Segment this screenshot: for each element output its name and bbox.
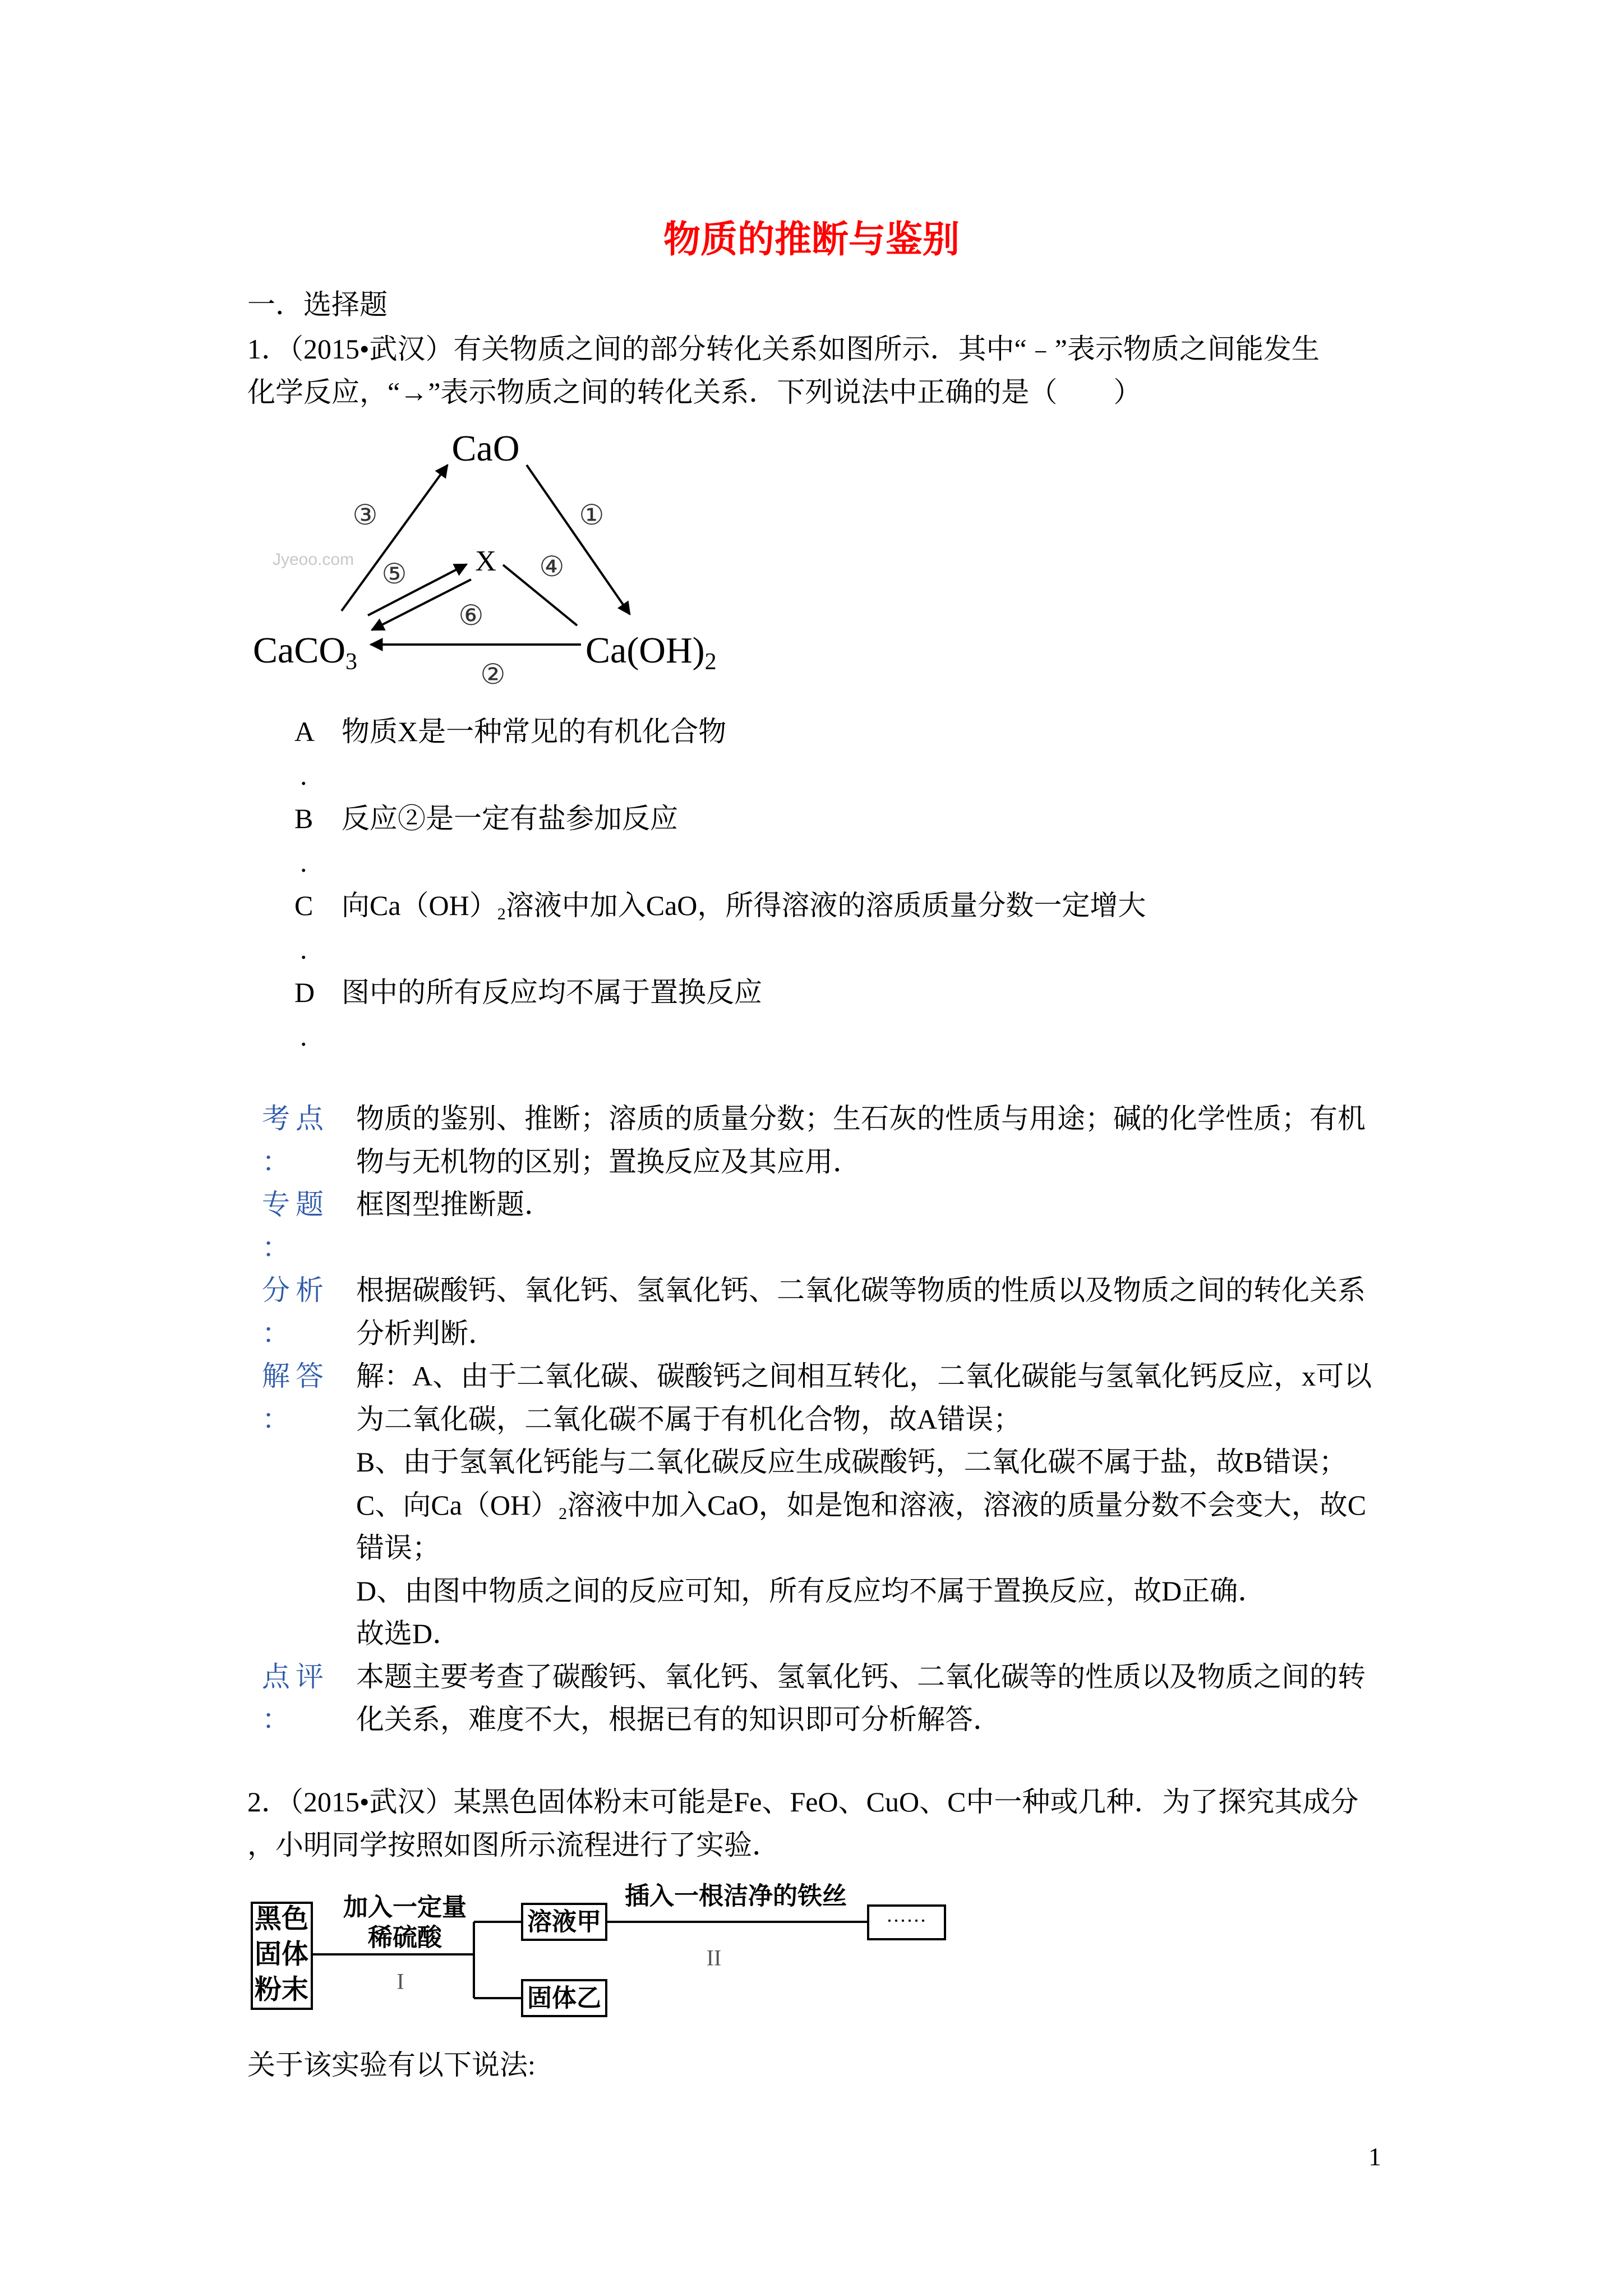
node-x: X	[475, 545, 496, 577]
arrow-cao-to-caoh2	[527, 465, 630, 614]
analysis-label	[262, 1355, 356, 1655]
label-text: 专题	[262, 1189, 329, 1220]
node-caoh2-sub: 2	[704, 649, 717, 675]
step2-number: II	[706, 1945, 722, 1971]
analysis-content	[356, 1355, 1372, 1655]
option-letter: B	[294, 803, 313, 834]
options-list	[294, 710, 1416, 1058]
question-1-line: 1．（2015•武汉）有关物质之间的部分转化关系如图所示．其中“﹣”表示物质之间能发生	[247, 333, 1320, 365]
analysis-row-kaodian	[262, 1097, 1372, 1183]
content-line: 解：A、由于二氧化碳、碳酸钙之间相互转化，二氧化碳能与氢氧化钙反应，x可以	[356, 1360, 1372, 1392]
conversion-diagram	[250, 427, 744, 702]
option-dot: .	[300, 933, 307, 965]
analysis-label	[262, 1097, 356, 1183]
node-cao: CaO	[451, 428, 520, 469]
reaction-label-2: ②	[480, 658, 506, 691]
option-dot: .	[300, 846, 307, 878]
label-colon: ：	[262, 1704, 290, 1735]
step2-label: 插入一根洁净的铁丝	[625, 1882, 847, 1910]
analysis-content	[356, 1097, 1366, 1183]
option-dot: .	[300, 1020, 307, 1052]
reaction-label-5: ⑤	[381, 558, 407, 590]
question-2-closing: 关于该实验有以下说法:	[247, 2049, 536, 2081]
question-1-stem	[247, 328, 1320, 413]
label-colon: ：	[262, 1145, 290, 1177]
content-post: 溶液中加入CaO，如是饱和溶液，溶液的质量分数不会变大，故C	[567, 1489, 1367, 1521]
analysis-row-fenxi	[262, 1269, 1372, 1355]
content-line: 根据碳酸钙、氧化钙、氢氧化钙、二氧化碳等物质的性质以及物质之间的转化关系	[356, 1274, 1366, 1306]
analysis-label	[262, 1183, 356, 1269]
label-text: 分析	[262, 1274, 329, 1306]
analysis-row-dianping	[262, 1655, 1372, 1741]
result-label: ······	[886, 1910, 926, 1932]
step1-label-line: 稀硫酸	[368, 1924, 442, 1952]
option-text-pre: 向Ca（OH）	[342, 890, 497, 921]
start-label-line: 黑色	[254, 1904, 309, 1934]
analysis-row-jieda	[262, 1355, 1372, 1655]
option-text: 物质X是一种常见的有机化合物	[342, 716, 727, 747]
analysis-row-zhuanti	[262, 1183, 1372, 1269]
content-line: B、由于氢氧化钙能与二氧化碳反应生成碳酸钙，二氧化碳不属于盐，故B错误；	[356, 1446, 1347, 1478]
question-2-stem	[247, 1780, 1358, 1866]
content-line	[356, 1484, 1372, 1527]
content-line: 物与无机物的区别；置换反应及其应用．	[356, 1145, 861, 1177]
question-1-line: 化学反应，“→”表示物质之间的转化关系．下列说法中正确的是（ ）	[247, 376, 1142, 408]
content-line: 化关系，难度不大，根据已有的知识即可分析解答．	[356, 1704, 1001, 1735]
solid-label: 固体乙	[527, 1984, 601, 2012]
page-number: 1	[1368, 2142, 1381, 2171]
label-colon: ：	[262, 1231, 290, 1263]
option-d	[294, 971, 1416, 1058]
content-pre: C、向Ca（OH）	[356, 1489, 559, 1521]
option-a	[294, 710, 1416, 797]
option-c	[294, 884, 1416, 971]
label-text: 解答	[262, 1360, 329, 1392]
start-label-line: 固体	[254, 1939, 309, 1970]
content-line: 为二氧化碳，二氧化碳不属于有机化合物，故A错误；	[356, 1403, 1022, 1435]
analysis-content	[356, 1183, 552, 1269]
option-letter: A	[294, 716, 315, 747]
reaction-label-3: ③	[352, 499, 378, 531]
content-line: D、由图中物质之间的反应可知，所有反应均不属于置换反应，故D正确．	[356, 1575, 1266, 1607]
content-line: 本题主要考查了碳酸钙、氧化钙、氢氧化钙、二氧化碳等的性质以及物质之间的转	[356, 1660, 1366, 1692]
analysis-content	[356, 1269, 1366, 1355]
content-subscript: 2	[559, 1504, 568, 1523]
watermark: Jyeoo.com	[273, 550, 354, 569]
question-2-line: ，小明同学按照如图所示流程进行了实验．	[247, 1829, 780, 1861]
step1-label-line: 加入一定量	[343, 1893, 467, 1921]
reaction-label-1: ①	[579, 499, 605, 531]
option-text-post: 溶液中加入CaO，所得溶液的溶质质量分数一定增大	[505, 890, 1146, 921]
content-line: 物质的鉴别、推断；溶质的质量分数；生石灰的性质与用途；碱的化学性质；有机	[356, 1103, 1366, 1134]
analysis-label	[262, 1269, 356, 1355]
content-line: 错误；	[356, 1532, 440, 1563]
section-heading: 一．选择题	[247, 289, 388, 320]
option-text: 图中的所有反应均不属于置换反应	[342, 977, 762, 1008]
analysis-content	[356, 1655, 1366, 1741]
option-letter: C	[294, 890, 313, 921]
start-label-line: 粉末	[254, 1975, 309, 2005]
label-text: 考点	[262, 1103, 329, 1134]
content-line: 故选D．	[356, 1618, 461, 1649]
option-text	[342, 884, 1146, 927]
analysis-table	[262, 1097, 1372, 1741]
question-2-line: 2．（2015•武汉）某黑色固体粉末可能是Fe、FeO、CuO、C中一种或几种．为了探究其成分	[247, 1786, 1359, 1818]
node-caco3-sub: 3	[345, 649, 357, 675]
node-caoh2-base: Ca(OH)	[585, 630, 705, 671]
reaction-label-6: ⑥	[458, 599, 484, 632]
analysis-label	[262, 1655, 356, 1741]
experiment-flowchart	[250, 1874, 957, 2025]
option-b	[294, 797, 1416, 884]
label-colon: ：	[262, 1403, 290, 1435]
solution-label: 溶液甲	[527, 1908, 601, 1936]
option-text-subscript: 2	[497, 905, 506, 923]
node-caco3-base: CaCO	[253, 630, 345, 671]
page-title: 物质的推断与鉴别	[663, 219, 960, 260]
step1-number: I	[396, 1968, 404, 1994]
content-line: 分析判断．	[356, 1317, 496, 1349]
option-text: 反应②是一定有盐参加反应	[342, 803, 678, 834]
label-text: 点评	[262, 1660, 329, 1692]
node-caco3	[253, 630, 357, 675]
content-line: 框图型推断题．	[356, 1189, 552, 1220]
reaction-label-4: ④	[539, 550, 565, 583]
option-letter: D	[294, 977, 315, 1008]
label-colon: ：	[262, 1317, 290, 1349]
option-dot: .	[300, 760, 307, 791]
node-caoh2	[585, 630, 717, 675]
